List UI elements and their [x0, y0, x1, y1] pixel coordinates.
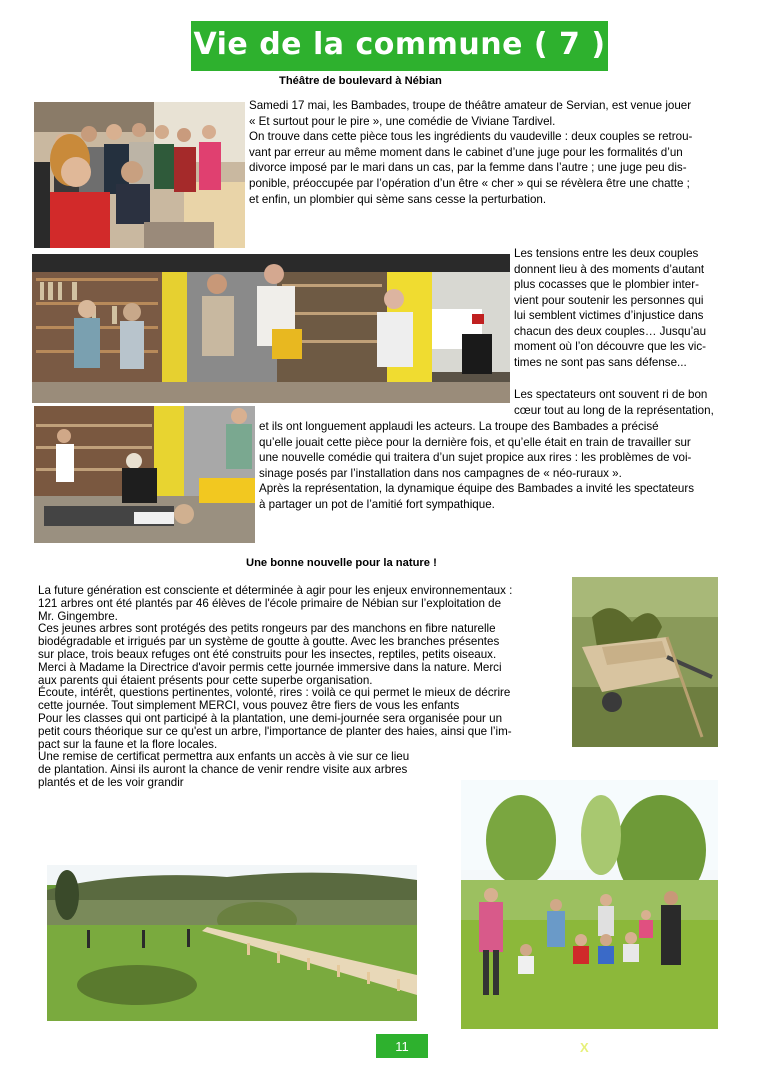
text-line: On trouve dans cette pièce tous les ingrédients du vaudeville : deux couples se retrou-: [249, 130, 693, 144]
text-line: Pour les classes qui ont participé à la plantation, une demi-journée sera organisée pour un: [38, 711, 503, 725]
text-line: times ne sont pas sans défense...: [514, 355, 687, 369]
text-line: Samedi 17 mai, les Bambades, troupe de théâtre amateur de Servian, est venue jouer: [249, 99, 692, 112]
text-line: plantés et de les voir grandir: [38, 775, 184, 789]
text-line: une nouvelle comédie qui traitera d’un sujet propice aux rires : les problèmes de voi-: [259, 451, 692, 465]
text-line: Les spectateurs ont souvent ri de bon: [514, 388, 708, 401]
page-number: 11: [395, 1039, 409, 1054]
plumber-scene-photo: [34, 406, 255, 543]
text-line: Les tensions entre les deux couples: [514, 247, 699, 260]
text-line: et enfin, un plombier qui sème sans cesse la perturbation.: [249, 192, 547, 206]
page-number-box: [376, 1034, 428, 1058]
theatre-paragraph-1: [249, 98, 749, 207]
title-banner: [191, 21, 608, 71]
audience-photo: [34, 102, 245, 248]
text-line: lui semblent victimes d’injustice dans: [514, 309, 704, 322]
text-line: vant par erreur au même moment dans le cabinet d’une juge pour les formalités d’un: [249, 145, 683, 159]
stage-photo: [32, 254, 510, 403]
text-line: pact sur la faune et la flore locales.: [38, 737, 218, 751]
theatre-paragraph-2: [514, 246, 754, 370]
corner-mark: X: [580, 1040, 589, 1055]
text-line: ponible, préoccupée par l’opération d’un être « cher » qui se révèlera être une chatte ;: [249, 176, 690, 190]
text-line: Écoute, intérêt, questions pertinentes, volonté, rires : voilà ce qui permet le mieux de décrire: [38, 686, 511, 700]
text-line: de plantation. Ainsi ils auront la chance de venir rendre visite aux arbres: [38, 763, 408, 777]
text-line: moment où l’on découvre que les vic-: [514, 340, 707, 353]
page-title: Vie de la commune ( 7 ): [193, 27, 606, 62]
text-line: à partager un pot de l’amitié fort sympathique.: [259, 497, 495, 511]
nature-paragraph: [38, 585, 573, 790]
wheelbarrow-photo: [572, 577, 718, 747]
text-line: cœur tout au long de la représentation,: [514, 403, 714, 417]
text-line: cette journée. Tout simplement MERCI, vous pouvez être fiers de vous les enfants: [38, 699, 460, 713]
text-line: Une remise de certificat permettra aux enfants un accès à vie sur ce lieu: [38, 750, 410, 764]
text-line: « Et surtout pour le pire », une comédie de Viviane Tardivel.: [249, 114, 556, 128]
text-line: sur place, trois beaux refuges ont été construits pour les insectes, reptiles, petits oiseaux.: [38, 647, 497, 661]
text-line: Mr. Gingembre.: [38, 609, 118, 623]
theatre-paragraph-3-top: [514, 387, 754, 418]
text-line: Merci à Madame la Directrice d'avoir permis cette journée immersive dans la nature. Merci: [38, 660, 502, 674]
text-line: Après la représentation, la dynamique équipe des Bambades a invité les spectateurs: [259, 482, 695, 496]
text-line: donnent lieu à des moments d’autant: [514, 262, 705, 276]
text-line: biodégradable et irrigués par un système de goutte à goutte. Avec les branches présentes: [38, 635, 500, 649]
text-line: et ils ont longuement applaudi les acteurs. La troupe des Bambades a précisé: [259, 420, 659, 433]
text-line: 121 arbres ont été plantés par 46 élèves de l'école primaire de Nébian sur l’exploitation de: [38, 596, 502, 610]
text-line: sinage posés par l’installation dans nos campagnes de « néo-ruraux ».: [259, 466, 622, 480]
text-line: divorce imposé par le mari dans un cas, par la femme dans l’autre ; une juge peu dis-: [249, 161, 687, 175]
text-line: vient pour soutenir les personnes qui: [514, 293, 704, 307]
text-line: petit cours théorique sur ce qu'est un arbre, l'importance de planter des haies, ainsi que l’im-: [38, 724, 512, 738]
text-line: La future génération est consciente et déterminée à agir pour les enjeux environnementaux :: [38, 584, 513, 597]
nature-heading: Une bonne nouvelle pour la nature !: [246, 557, 437, 569]
text-line: Ces jeunes arbres sont protégés des petits rongeurs par des manchons en fibre naturelle: [38, 622, 496, 636]
children-photo: [461, 780, 718, 1029]
theatre-paragraph-3: [259, 419, 754, 513]
text-line: aux parents qui étaient présents pour cette superbe organisation.: [38, 673, 373, 687]
text-line: plus cocasses que le plombier inter-: [514, 278, 699, 291]
text-line: qu’elle jouait cette pièce pour la dernière fois, et qu’elle était en train de travailler sur: [259, 435, 691, 449]
theatre-heading: Théâtre de boulevard à Nébian: [279, 75, 442, 87]
text-line: chacun des deux couples… Jusqu’au: [514, 324, 707, 338]
plantation-landscape-photo: [47, 865, 417, 1021]
